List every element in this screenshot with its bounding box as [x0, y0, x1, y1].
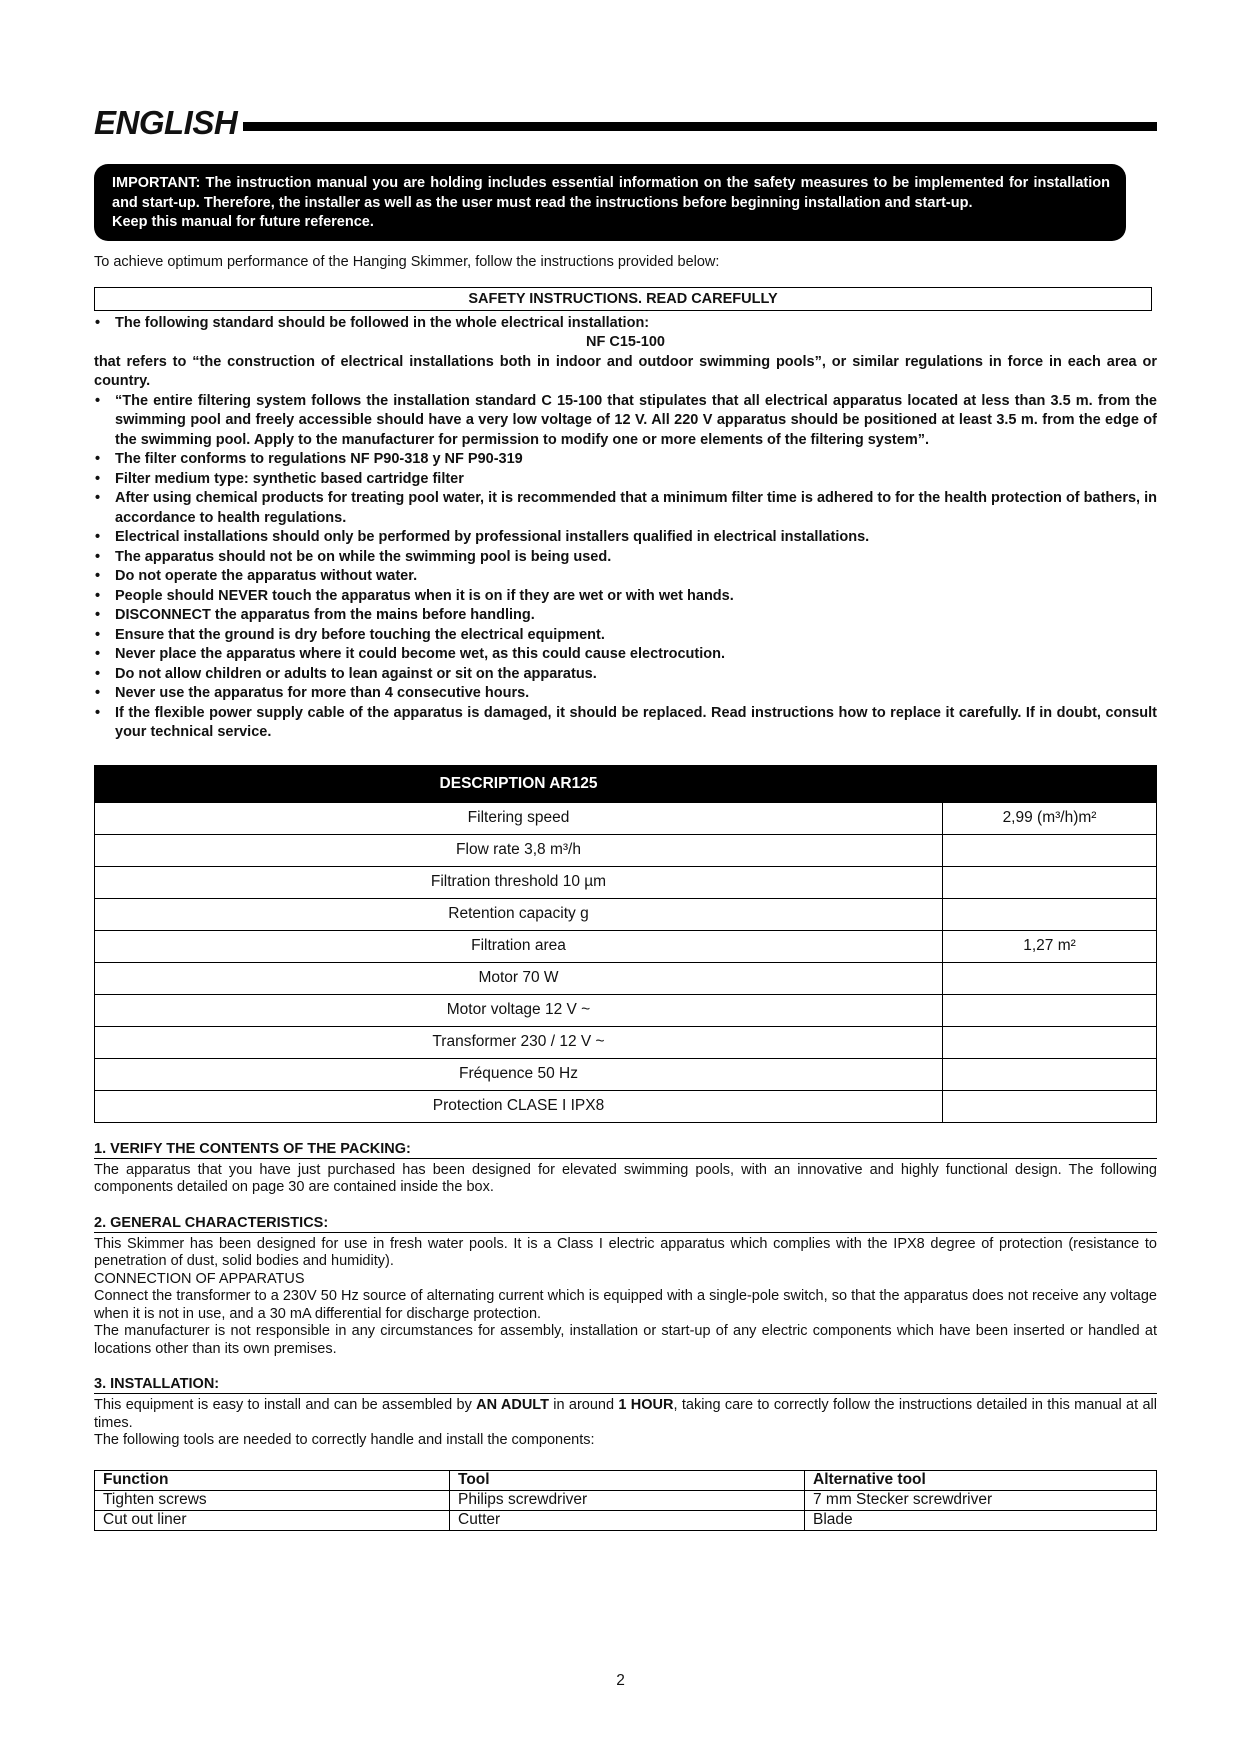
table-row: Motor 70 W: [95, 962, 1157, 994]
safety-instructions: [94, 314, 1157, 743]
table-row: Retention capacity g: [95, 898, 1157, 930]
section2-paragraph: The manufacturer is not responsible in any circumstances for assembly, installation or start-up of any electric components which have been inserted or handled at locations other than its own premises.: [94, 1323, 1157, 1357]
safety-bullet: • Do not allow children or adults to lean against or sit on the apparatus.: [95, 665, 597, 682]
section2-body: [94, 1236, 1157, 1359]
important-notice: [94, 164, 1126, 241]
language-header: [94, 100, 1157, 146]
table-row: Filtering speed 2,99 (m³/h)m²: [95, 802, 1157, 834]
safety-bullet: • Electrical installations should only be performed by professional installers qualified in electrical installations.: [95, 529, 870, 545]
safety-bullet: • Do not operate the apparatus without water.: [95, 568, 418, 584]
section3-paragraph: This equipment is easy to install and can be assembled by AN ADULT in around 1 HOUR, taking care to correctly follow the instructions detailed in this manual at all times.: [94, 1397, 1157, 1431]
tools-header-function: Function: [95, 1470, 450, 1490]
table-row: Tighten screws Philips screwdriver 7 mm Stecker screwdriver: [95, 1490, 1157, 1510]
tools-header-tool: Tool: [450, 1470, 805, 1490]
section2-paragraph: This Skimmer has been designed for use in fresh water pools. It is a Class I electric apparatus which complies with the IPX8 degree of protection (resistance to penetration of dust, solid bodies and humidity).: [94, 1235, 1157, 1269]
emphasis-adult: AN ADULT: [476, 1397, 549, 1413]
manual-page: [94, 100, 1157, 1531]
tools-table-header: [95, 1470, 1157, 1490]
section2-title: 2. GENERAL CHARACTERISTICS:: [94, 1215, 1157, 1233]
safety-bullet: • “The entire filtering system follows the installation standard C 15-100 that stipulates that all electrical apparatus located at less than 3.5 m. from the swimming pool and freely accessible should have a very low voltage of 12 V. All 220 V apparatus should be positioned at least 3.5 m. from the edge of the swimming pool. Apply to the manufacturer for permission to modify one or more elements of the filtering system”.: [95, 392, 1157, 448]
safety-title: SAFETY INSTRUCTIONS. READ CAREFULLY: [94, 287, 1152, 311]
safety-bullet: • The filter conforms to regulations NF P90-318 y NF P90-319: [95, 451, 523, 467]
safety-bullet: • After using chemical products for treating pool water, it is recommended that a minimum filter time is adhered to for the health protection of bathers, in accordance to health regulations.: [95, 490, 1157, 526]
spec-header-description: DESCRIPTION AR125: [95, 765, 943, 802]
table-row: Fréquence 50 Hz: [95, 1058, 1157, 1090]
bullet-dot: •: [95, 314, 101, 331]
table-row: Filtration threshold 10 µm: [95, 866, 1157, 898]
table-row: Protection CLASE I IPX8: [95, 1090, 1157, 1122]
section3-body: [94, 1397, 1157, 1450]
safety-bullet: • Filter medium type: synthetic based cartridge filter: [95, 470, 464, 487]
section3-paragraph: The following tools are needed to correctly handle and install the components:: [94, 1432, 595, 1448]
table-row: Flow rate 3,8 m³/h: [95, 834, 1157, 866]
important-text: IMPORTANT: The instruction manual you are holding includes essential information on the safety measures to be implemented for installation and start-up. Therefore, the installer as well as the user must read the instructions before beginning installation and start-up.: [112, 175, 1110, 211]
page-number: 2: [616, 1672, 625, 1689]
spec-table-header: [95, 765, 1157, 802]
intro-text: To achieve optimum performance of the Hanging Skimmer, follow the instructions provided below:: [94, 253, 720, 270]
safety-bullet: [94, 314, 1157, 334]
spec-table: [94, 765, 1157, 1123]
safety-bullet: • The apparatus should not be on while the swimming pool is being used.: [95, 548, 612, 565]
section3-title: 3. INSTALLATION:: [94, 1376, 1157, 1394]
section1-text: The apparatus that you have just purchased has been designed for elevated swimming pools, with an innovative and highly functional design. The following components detailed on page 30 are contained inside the box.: [94, 1161, 1157, 1195]
table-row: Motor voltage 12 V ~: [95, 994, 1157, 1026]
standard-intro: The following standard should be followed in the whole electrical installation:: [115, 314, 650, 331]
tools-header-alternative: Alternative tool: [805, 1470, 1157, 1490]
safety-bullet: • DISCONNECT the apparatus from the mains before handling.: [95, 607, 535, 623]
standard-code: NF C15-100: [586, 334, 665, 350]
safety-bullet: • People should NEVER touch the apparatus when it is on if they are wet or with wet hands.: [95, 587, 734, 604]
section1-body: [94, 1162, 1157, 1197]
safety-bullet: • Ensure that the ground is dry before touching the electrical equipment.: [95, 626, 605, 643]
language-title: ENGLISH: [94, 104, 238, 141]
table-row: Transformer 230 / 12 V ~: [95, 1026, 1157, 1058]
standard-note: that refers to “the construction of electrical installations both in indoor and outdoor swimming pools”, or similar regulations in force in each area or country.: [94, 353, 1157, 389]
header-rule: [243, 122, 1157, 131]
table-row: Cut out liner Cutter Blade: [95, 1510, 1157, 1530]
section2-paragraph: Connect the transformer to a 230V 50 Hz source of alternating current which is equipped with a single-pole switch, so that the apparatus does not receive any voltage when it is not in use, and a 30 mA differential for discharge protection.: [94, 1288, 1157, 1322]
section2-subheading: CONNECTION OF APPARATUS: [94, 1270, 305, 1287]
tools-table: [94, 1470, 1157, 1531]
spec-header-value: [943, 765, 1157, 802]
safety-bullet: • Never use the apparatus for more than 4 consecutive hours.: [95, 685, 530, 701]
emphasis-hour: 1 HOUR: [618, 1397, 674, 1413]
important-keep-text: Keep this manual for future reference.: [112, 214, 374, 230]
safety-bullet: • Never place the apparatus where it could become wet, as this could cause electrocution.: [95, 646, 725, 662]
safety-bullet: • If the flexible power supply cable of the apparatus is damaged, it should be replaced. Read instructions how to replace it carefully. If in doubt, consult your technical service.: [95, 704, 1157, 740]
table-row: Filtration area 1,27 m²: [95, 930, 1157, 962]
section1-title: 1. VERIFY THE CONTENTS OF THE PACKING:: [94, 1141, 1157, 1159]
